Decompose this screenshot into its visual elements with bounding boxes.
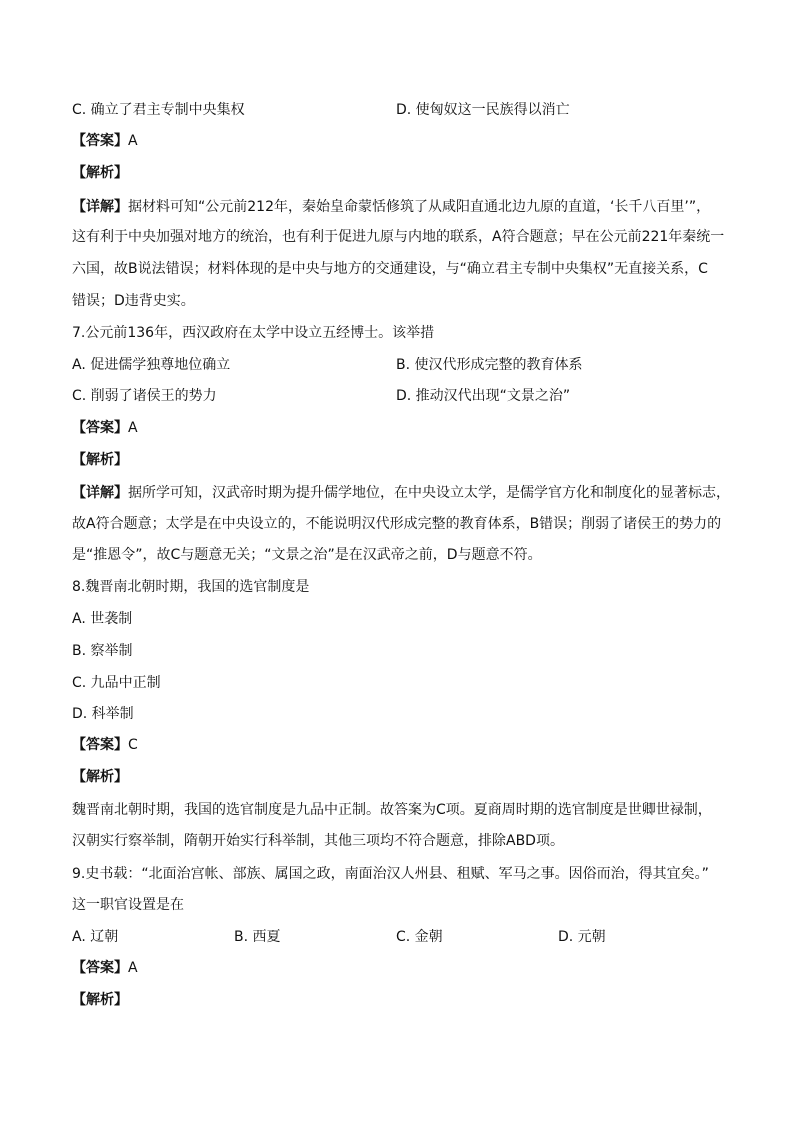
q9-stem-line-2: 这一职官设置是在	[72, 897, 184, 913]
answer-tag: 【答案】	[72, 960, 128, 976]
detail-tag: 【详解】	[72, 199, 128, 215]
q7-option-d: D. 推动汉代出现“文景之治”	[396, 388, 571, 404]
q6-detail-line-1: 【详解】据材料可知“公元前212年，秦始皇命蒙恬修筑了从咸阳直通北边九原的直道，‘长千八百里’”，	[72, 199, 711, 215]
answer-tag: 【答案】	[72, 737, 128, 753]
answer-tag: 【答案】	[72, 133, 128, 149]
q6-detail-line-3: 六国，故B说法错误；材料体现的是中央与地方的交通建设，与“确立君主专制中央集权”无直接关系，C	[72, 261, 708, 277]
q8-answer-line	[72, 735, 732, 755]
q8-detail-line-2: 汉朝实行察举制，隋朝开始实行科举制，其他三项均不符合题意，排除ABD项。	[72, 833, 564, 849]
q6-detail-line-2: 这有利于中央加强对地方的统治，也有利于促进九原与内地的联系，A符合题意；早在公元前221年秦统一	[72, 229, 725, 245]
q8-stem: 8.魏晋南北朝时期，我国的选官制度是	[72, 579, 310, 595]
q7-answer-line	[72, 418, 732, 438]
q8-option-c: C. 九品中正制	[72, 675, 161, 691]
q7-option-a: A. 促进儒学独尊地位确立	[72, 357, 231, 373]
q6-analysis-tag: 【解析】	[72, 165, 128, 181]
q8-analysis-tag: 【解析】	[72, 769, 128, 785]
answer-value: A	[128, 960, 138, 976]
q7-detail-line-1: 【详解】据所学可知，汉武帝时期为提升儒学地位，在中央设立太学，是儒学官方化和制度化的显著标志，	[72, 485, 730, 501]
q9-option-c: C. 金朝	[396, 929, 443, 945]
answer-value: A	[128, 420, 138, 436]
q9-analysis-tag: 【解析】	[72, 992, 128, 1008]
q7-detail-line-2: 故A符合题意；太学是在中央设立的，不能说明汉代形成完整的教育体系，B错误；削弱了诸侯王的势力的	[72, 516, 722, 532]
q9-option-a: A. 辽朝	[72, 929, 119, 945]
q8-option-b: B. 察举制	[72, 643, 133, 659]
q8-option-a: A. 世袭制	[72, 611, 133, 627]
q8-detail-line-1: 魏晋南北朝时期，我国的选官制度是九品中正制。故答案为C项。夏商周时期的选官制度是世卿世禄制，	[72, 802, 712, 818]
q9-option-b: B. 西夏	[234, 929, 281, 945]
q6-option-d: D. 使匈奴这一民族得以消亡	[396, 102, 570, 118]
answer-value: A	[128, 133, 138, 149]
q9-stem-line-1: 9.史书载：“北面治宫帐、部族、属国之政，南面治汉人州县、租赋、军马之事。因俗而治，得其宜矣。”	[72, 866, 709, 882]
q7-option-b: B. 使汉代形成完整的教育体系	[396, 357, 583, 373]
q7-option-c: C. 削弱了诸侯王的势力	[72, 388, 217, 404]
q9-answer-line	[72, 958, 732, 978]
q7-stem: 7.公元前136年，西汉政府在太学中设立五经博士。该举措	[72, 325, 435, 341]
q6-answer-line	[72, 131, 732, 151]
q8-option-d: D. 科举制	[72, 706, 134, 722]
q7-analysis-tag: 【解析】	[72, 452, 128, 468]
q6-detail-line-4: 错误；D违背史实。	[72, 293, 195, 309]
q6-option-c: C. 确立了君主专制中央集权	[72, 102, 245, 118]
q7-detail-line-3: 是“推恩令”，故C与题意无关；“文景之治”是在汉武帝之前，D与题意不符。	[72, 547, 542, 563]
answer-value: C	[128, 737, 138, 753]
q9-option-d: D. 元朝	[558, 929, 606, 945]
answer-tag: 【答案】	[72, 420, 128, 436]
detail-tag: 【详解】	[72, 485, 128, 501]
